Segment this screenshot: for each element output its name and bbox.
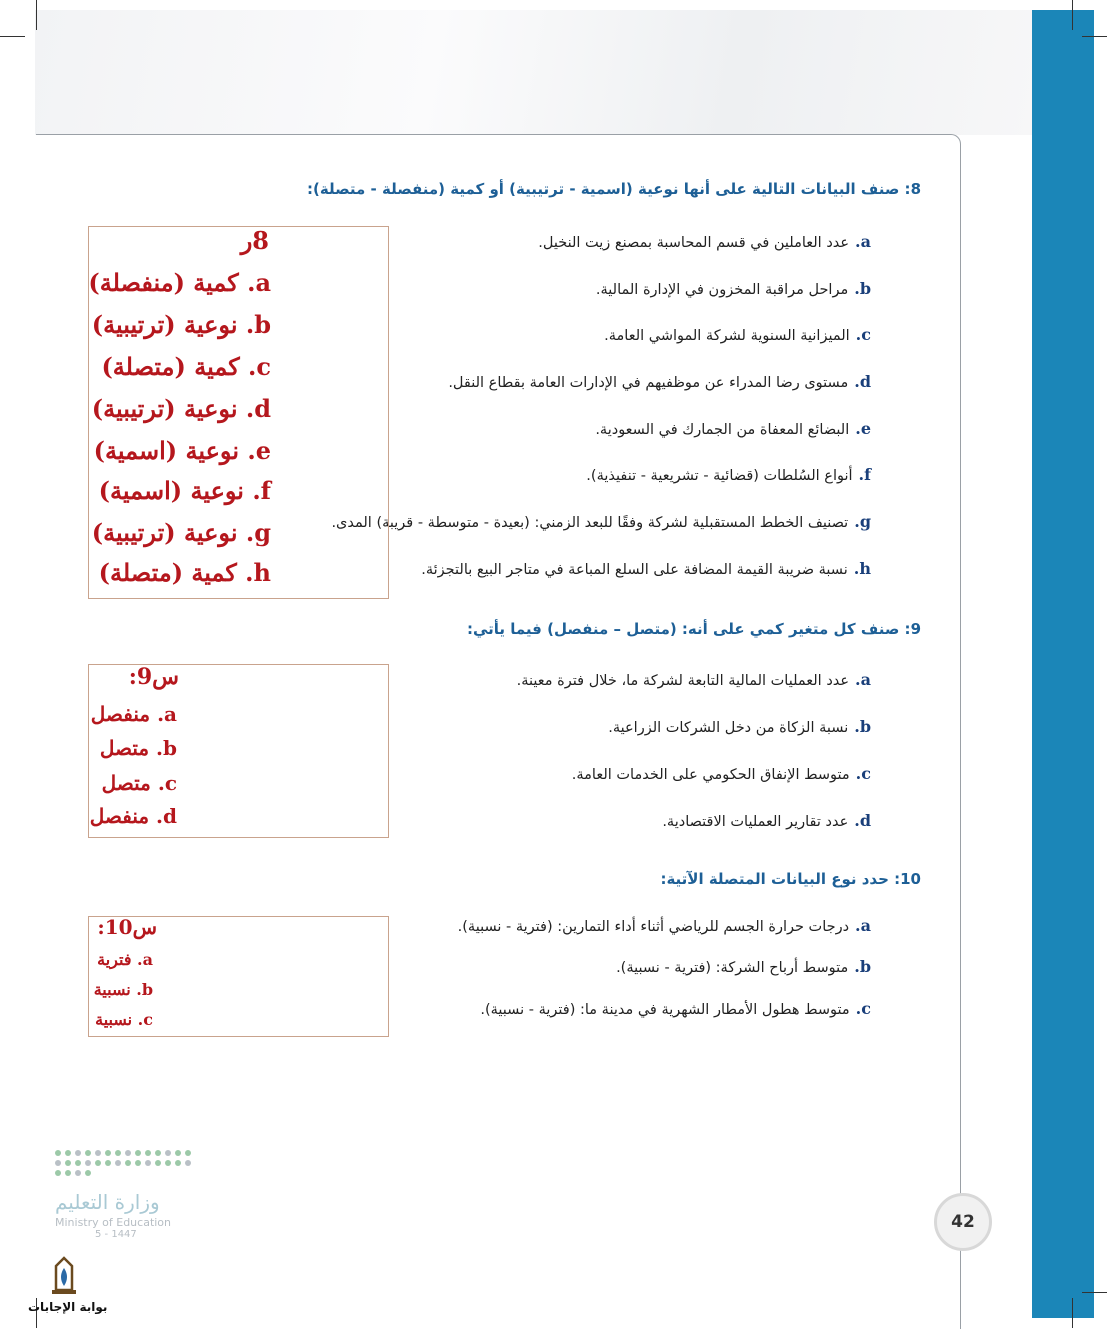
crop-mark xyxy=(1072,1298,1073,1328)
portal-name: بوابة الإجابات xyxy=(28,1300,108,1314)
q10-answer: a. فترية xyxy=(97,950,153,969)
item-letter: a. xyxy=(855,232,871,251)
item-text: عدد تقارير العمليات الاقتصادية. xyxy=(662,814,849,830)
q10-item xyxy=(616,957,871,976)
q8-item xyxy=(604,325,871,344)
item-text: مستوى رضا المدراء عن موظفيهم في الإدارات العامة بقطاع النقل. xyxy=(448,375,849,391)
item-letter: a. xyxy=(855,916,871,935)
item-letter: c. xyxy=(855,325,871,344)
item-text: عدد العاملين في قسم المحاسبة بمصنع زيت النخيل. xyxy=(538,235,850,251)
q9-answer: d. منفصل xyxy=(89,804,177,828)
side-color-bar xyxy=(1032,10,1094,1318)
q9-item xyxy=(662,811,871,830)
q9-item xyxy=(608,717,871,736)
crop-mark xyxy=(1082,1292,1107,1293)
q9-answer: a. منفصل xyxy=(90,702,177,726)
item-text: نسبة الزكاة من دخل الشركات الزراعية. xyxy=(608,720,849,736)
item-letter: c. xyxy=(855,764,871,783)
q8-item xyxy=(421,559,871,578)
q8-answer: b. نوعية (ترتيبية) xyxy=(91,310,271,339)
item-letter: g. xyxy=(854,512,871,531)
header-background xyxy=(35,10,1032,135)
q8-answer: f. نوعية (اسمية) xyxy=(98,476,271,505)
item-letter: e. xyxy=(855,419,871,438)
item-letter: b. xyxy=(854,717,871,736)
item-text: متوسط هطول الأمطار الشهرية في مدينة ما: (فترية - نسبية). xyxy=(480,1002,850,1018)
item-text: عدد العمليات المالية التابعة لشركة ما، خلال فترة معينة. xyxy=(516,673,850,689)
crop-mark xyxy=(1082,36,1107,37)
item-text: نسبة ضريبة القيمة المضافة على السلع المباعة في متاجر البيع بالتجزئة. xyxy=(421,562,848,578)
crop-mark xyxy=(1072,0,1073,30)
q10-item xyxy=(458,916,871,935)
ministry-logo xyxy=(55,1150,215,1240)
item-letter: b. xyxy=(854,279,871,298)
item-text: متوسط أرباح الشركة: (فترية - نسبية). xyxy=(616,960,849,976)
item-letter: h. xyxy=(853,559,871,578)
page-number: 42 xyxy=(934,1193,992,1251)
item-text: تصنيف الخطط المستقبلية لشركة وفقًا للبعد الزمني: (بعيدة - متوسطة - قريبة) المدى. xyxy=(331,515,849,531)
item-text: متوسط الإنفاق الحكومي على الخدمات العامة. xyxy=(571,767,850,783)
q8-item xyxy=(331,512,871,531)
question-10-title: 10: حدد نوع البيانات المتصلة الآتية: xyxy=(660,870,921,888)
item-text: البضائع المعفاة من الجمارك في السعودية. xyxy=(595,422,850,438)
item-letter: d. xyxy=(854,372,871,391)
item-letter: b. xyxy=(854,957,871,976)
logo-dots-icon xyxy=(55,1150,195,1176)
item-text: أنواع السُلطات (قضائية - تشريعية - تنفيذية). xyxy=(586,468,853,484)
crop-mark xyxy=(0,36,25,37)
item-text: درجات حرارة الجسم للرياضي أثناء أداء التمارين: (فترية - نسبية). xyxy=(457,919,850,935)
portal-lantern-icon xyxy=(44,1256,84,1298)
answer-8-header: 8ر xyxy=(240,226,269,255)
q8-answer: c. كمية (متصلة) xyxy=(101,352,271,381)
q10-answer: b. نسبية xyxy=(93,980,153,999)
ministry-year: 5 - 1447 xyxy=(95,1229,137,1240)
item-letter: d. xyxy=(854,811,871,830)
q8-answer: d. نوعية (ترتيبية) xyxy=(91,394,271,423)
q8-item xyxy=(596,279,871,298)
item-letter: c. xyxy=(855,999,871,1018)
item-letter: f. xyxy=(858,465,871,484)
crop-mark xyxy=(36,0,37,30)
q10-item xyxy=(480,999,871,1018)
q8-answer: e. نوعية (اسمية) xyxy=(93,436,271,465)
q8-item xyxy=(538,232,871,251)
ministry-name-ar: وزارة التعليم xyxy=(55,1190,160,1214)
answer-10-header: س10: xyxy=(97,915,157,939)
q8-item xyxy=(448,372,871,391)
q8-answer: g. نوعية (ترتيبية) xyxy=(91,518,271,547)
q8-item xyxy=(586,465,871,484)
ministry-name-en: Ministry of Education xyxy=(55,1216,172,1229)
question-8-title: 8: صنف البيانات التالية على أنها نوعية (اسمية - ترتيبية) أو كمية (منفصلة - متصلة): xyxy=(307,180,921,198)
item-text: الميزانية السنوية لشركة المواشي العامة. xyxy=(604,328,850,344)
q9-answer: c. متصل xyxy=(101,771,177,795)
item-letter: a. xyxy=(855,670,871,689)
q8-answer: a. كمية (منفصلة) xyxy=(88,268,271,297)
q8-item xyxy=(595,419,871,438)
q9-answer: b. متصل xyxy=(99,736,177,760)
q9-item xyxy=(572,764,871,783)
answer-9-header: س9: xyxy=(128,664,179,690)
question-9-title: 9: صنف كل متغير كمي على أنه: (متصل – منفصل) فيما يأتي: xyxy=(466,620,921,638)
q8-answer: h. كمية (متصلة) xyxy=(98,558,271,587)
item-text: مراحل مراقبة المخزون في الإدارة المالية. xyxy=(595,282,849,298)
q9-item xyxy=(517,670,871,689)
q10-answer: c. نسبية xyxy=(95,1010,153,1029)
